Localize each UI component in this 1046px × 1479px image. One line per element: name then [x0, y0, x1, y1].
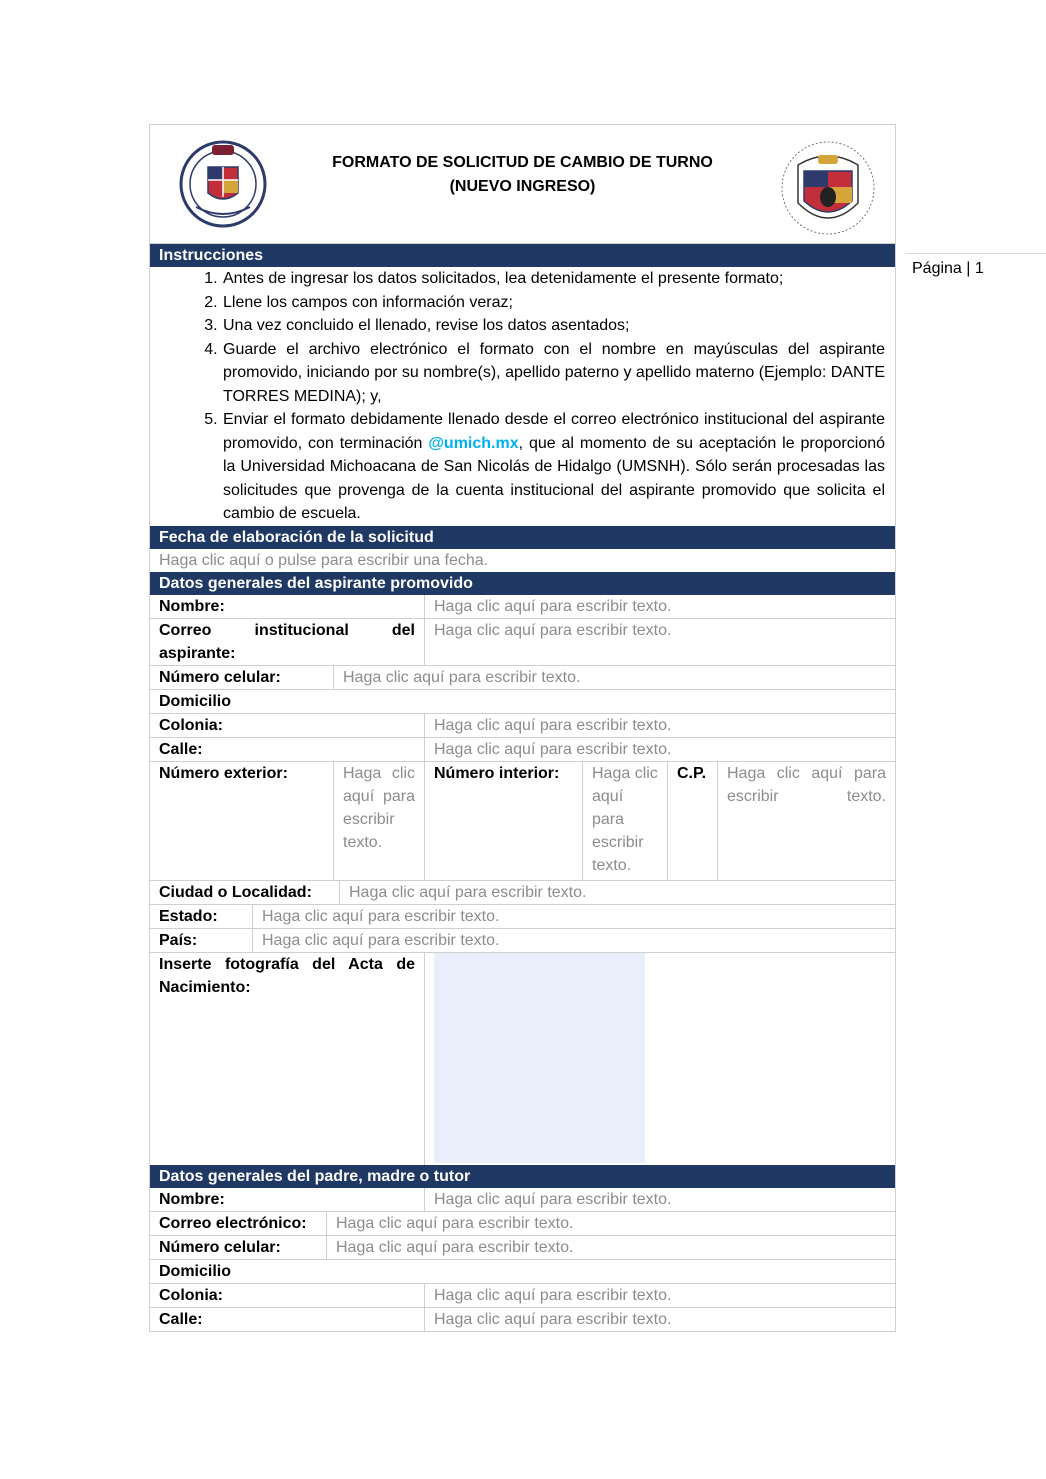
tutor-correo-label: Correo electrónico: — [159, 1214, 307, 1232]
aspirante-domicilio-row — [150, 689, 895, 713]
instruction-item: 1. Antes de ingresar los datos solicitados, lea detenidamente el presente formato; — [222, 267, 885, 291]
tutor-colonia-row — [150, 1283, 895, 1307]
instruction-item: 3. Una vez concluido el llenado, revise los datos asentados; — [222, 314, 885, 338]
acta-photo-placeholder[interactable] — [434, 953, 645, 1163]
aspirante-pais-field[interactable]: Haga clic aquí para escribir texto. — [252, 929, 895, 952]
tutor-correo-field[interactable]: Haga clic aquí para escribir texto. — [326, 1212, 895, 1235]
tutor-nombre-row — [150, 1188, 895, 1211]
fecha-heading: Fecha de elaboración de la solicitud — [150, 526, 895, 549]
aspirante-ciudad-label: Ciudad o Localidad: — [159, 883, 312, 901]
aspirante-numero-row — [150, 761, 895, 880]
tutor-domicilio-row — [150, 1259, 895, 1283]
aspirante-cp-field[interactable]: Haga clic aquí para escribir texto. — [717, 762, 895, 880]
fecha-date-picker[interactable]: Haga clic aquí o pulse para escribir una fecha. — [159, 551, 489, 569]
page-number: Página | 1 — [912, 260, 984, 277]
tutor-domicilio-label: Domicilio — [159, 1262, 232, 1280]
instruction-text: Enviar el formato debidamente llenado desde el correo electrónico institucional del aspirante promovido, con terminación — [223, 411, 885, 452]
aspirante-correo-label: Correo institucional del aspirante: — [159, 621, 415, 662]
title-line-1: FORMATO DE SOLICITUD DE CAMBIO DE TURNO — [332, 154, 713, 171]
aspirante-num-ext-field[interactable]: Haga clic aquí para escribir texto. — [333, 762, 424, 880]
aspirante-colonia-label: Colonia: — [159, 716, 223, 734]
institutional-email-domain: @umich.mx — [428, 434, 519, 452]
form-title — [300, 151, 745, 199]
aspirante-acta-label: Inserte fotografía del Acta de Nacimiento: — [159, 955, 415, 996]
aspirante-heading: Datos generales del aspirante promovido — [150, 572, 895, 595]
tutor-nombre-field[interactable]: Haga clic aquí para escribir texto. — [424, 1188, 895, 1211]
aspirante-domicilio-label: Domicilio — [159, 692, 232, 710]
aspirante-pais-row — [150, 928, 895, 952]
aspirante-nombre-label: Nombre: — [159, 597, 225, 615]
aspirante-calle-row — [150, 737, 895, 761]
instruction-item: 2. Llene los campos con información veraz; — [222, 291, 885, 315]
tutor-nombre-label: Nombre: — [159, 1190, 225, 1208]
university-crest-left-logo — [176, 137, 270, 231]
instruction-text: , que al momento de su aceptación le proporcionó la Universidad Michoacana de San Nicolás de Hidalgo (UMSNH). Sólo serán procesadas las solicitudes que provenga de la cuenta institucional del aspirante promovido que solicita el cambio de escuela. — [223, 434, 886, 522]
tutor-calle-label: Calle: — [159, 1310, 203, 1328]
aspirante-celular-field[interactable]: Haga clic aquí para escribir texto. — [333, 666, 895, 689]
tutor-celular-row — [150, 1235, 895, 1259]
aspirante-estado-field[interactable]: Haga clic aquí para escribir texto. — [252, 905, 895, 928]
tutor-colonia-label: Colonia: — [159, 1286, 223, 1304]
tutor-correo-row — [150, 1211, 895, 1235]
instructions-heading: Instrucciones — [150, 244, 895, 267]
colegio-crest-right-logo — [774, 139, 882, 237]
fecha-row — [150, 549, 895, 572]
aspirante-celular-row — [150, 665, 895, 689]
tutor-calle-row — [150, 1307, 895, 1331]
aspirante-estado-label: Estado: — [159, 907, 218, 925]
aspirante-cp-label: C.P. — [667, 762, 717, 880]
aspirante-nombre-field[interactable]: Haga clic aquí para escribir texto. — [424, 595, 895, 618]
aspirante-ciudad-row — [150, 880, 895, 904]
page-margin-rule — [905, 253, 1046, 254]
aspirante-calle-label: Calle: — [159, 740, 203, 758]
aspirante-num-int-field[interactable]: Haga clic aquí para escribir texto. — [582, 762, 667, 880]
aspirante-pais-label: País: — [159, 931, 198, 949]
aspirante-correo-row — [150, 618, 895, 665]
aspirante-celular-label: Número celular: — [159, 668, 281, 686]
aspirante-num-ext-label: Número exterior: — [159, 764, 288, 782]
aspirante-colonia-field[interactable]: Haga clic aquí para escribir texto. — [424, 714, 895, 737]
tutor-heading: Datos generales del padre, madre o tutor — [150, 1165, 895, 1188]
aspirante-estado-row — [150, 904, 895, 928]
aspirante-acta-photo-cell — [424, 953, 895, 1165]
aspirante-ciudad-field[interactable]: Haga clic aquí para escribir texto. — [339, 881, 895, 904]
aspirante-colonia-row — [150, 713, 895, 737]
form-sheet — [149, 124, 896, 1332]
tutor-celular-field[interactable]: Haga clic aquí para escribir texto. — [326, 1236, 895, 1259]
tutor-celular-label: Número celular: — [159, 1238, 281, 1256]
tutor-colonia-field[interactable]: Haga clic aquí para escribir texto. — [424, 1284, 895, 1307]
title-line-2: (NUEVO INGRESO) — [449, 178, 596, 195]
instruction-item — [222, 408, 885, 526]
aspirante-nombre-row — [150, 595, 895, 618]
aspirante-calle-field[interactable]: Haga clic aquí para escribir texto. — [424, 738, 895, 761]
tutor-calle-field[interactable]: Haga clic aquí para escribir texto. — [424, 1308, 895, 1331]
aspirante-acta-row — [150, 952, 895, 1165]
form-header — [150, 125, 895, 244]
aspirante-num-int-label: Número interior: — [424, 762, 582, 880]
instructions-list — [150, 267, 895, 526]
instruction-item: 4. Guarde el archivo electrónico el formato con el nombre en mayúsculas del aspirante promovido, iniciando por su nombre(s), apellido paterno y apellido materno (Ejemplo: DANTE TORRES MEDINA); y, — [222, 338, 885, 409]
aspirante-correo-field[interactable]: Haga clic aquí para escribir texto. — [424, 619, 895, 665]
